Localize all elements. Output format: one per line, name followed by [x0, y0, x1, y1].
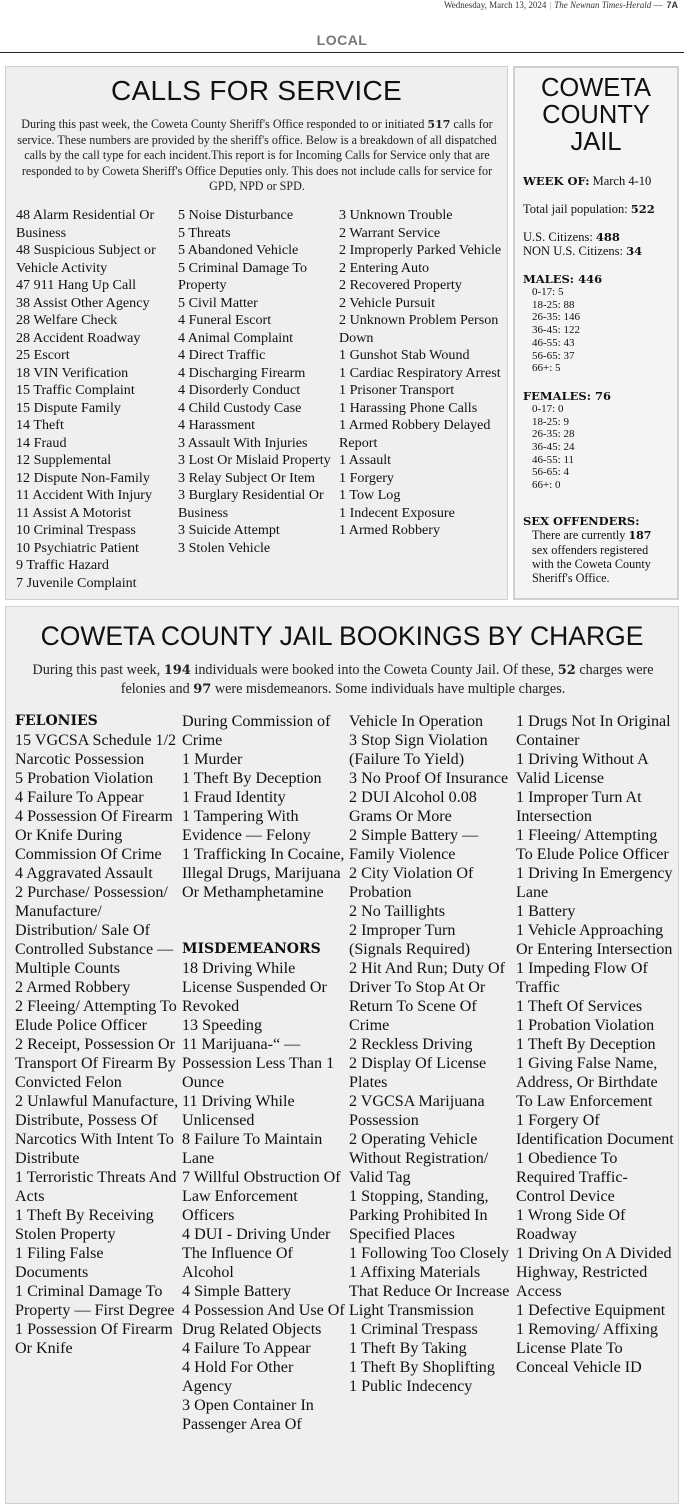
call-type-item: 48 Alarm Residential Or Business	[16, 207, 155, 241]
charge-item: 11 Driving While Unlicensed	[182, 1093, 295, 1129]
charge-item: 2 Receipt, Possession Or Transport Of Firearm By Convicted Felon	[15, 1036, 176, 1091]
calls-for-service-box	[5, 66, 508, 600]
charge-item: 1 Fleeing/ Attempting To Elude Police Officer	[516, 827, 669, 863]
charge-item: 4 Simple Battery	[182, 1283, 292, 1300]
bookings-column-3	[349, 712, 511, 1396]
age-group-item: 0-17: 5	[532, 286, 564, 298]
charge-item: 4 Aggravated Assault	[15, 865, 153, 882]
call-type-item: 1 Gunshot Stab Wound	[339, 347, 470, 363]
calls-intro-text-1: During this past week, the Coweta County Sheriff's Office responded to or initiated	[21, 117, 428, 131]
age-group-item: 56-65: 4	[532, 466, 569, 479]
charge-item: 1 Battery	[516, 903, 576, 920]
sex-offenders-text-1: There are currently	[532, 527, 629, 542]
age-group-item: 36-45: 24	[532, 441, 575, 454]
charge-item: 1 Theft By Receiving Stolen Property	[15, 1207, 154, 1243]
bookings-title: COWETA COUNTY JAIL BOOKINGS BY CHARGE	[40, 621, 644, 651]
issue-date: Wednesday, March 13, 2024	[443, 0, 547, 10]
call-type-item: 1 Tow Log	[339, 487, 401, 503]
bookings-column-1	[15, 712, 179, 1358]
bookings-intro	[20, 661, 666, 699]
week-of-label: WEEK OF:	[523, 174, 590, 188]
age-group-item: 46-55: 11	[532, 453, 575, 466]
booked-count: 194	[163, 663, 191, 678]
call-type-item: 1 Prisoner Transport	[339, 382, 455, 398]
females-age-breakdown	[523, 403, 669, 492]
call-type-item: 1 Armed Robbery Delayed Report	[339, 417, 491, 451]
call-type-item: 10 Psychiatric Patient	[16, 539, 139, 556]
total-population-label: Total jail population:	[523, 202, 631, 216]
charge-item: 1 Vehicle Approaching Or Entering Intersection	[516, 922, 673, 958]
misdemeanors-count: 97	[193, 682, 212, 697]
county-jail-box	[513, 66, 679, 600]
call-type-item: 18 VIN Verification	[16, 364, 129, 381]
age-group-item: 66+: 5	[532, 362, 561, 375]
charge-item: 1 Removing/ Affixing License Plate To Conceal Vehicle ID	[516, 1321, 658, 1376]
charge-item: 1 Theft By Deception	[182, 770, 322, 787]
week-of	[523, 174, 669, 188]
charge-item: 1 Criminal Trespass	[349, 1321, 478, 1338]
page-number: 7A	[666, 0, 678, 10]
call-type-item: 14 Theft	[16, 417, 64, 433]
call-type-item: 3 Assault With Injuries	[178, 434, 308, 451]
calls-column-1	[16, 207, 180, 592]
page-header-meta: Wednesday, March 13, 2024 | The Newnan Times-Herald — 7A	[443, 0, 678, 10]
non-us-citizens	[523, 244, 669, 258]
misdemeanors-list-continued	[349, 712, 511, 1396]
call-type-item: 4 Animal Complaint	[178, 329, 294, 346]
charge-item: 1 Theft By Deception	[516, 1036, 656, 1053]
charge-item: 2 Hit And Run; Duty Of Driver To Stop At Or Return To Scene Of Crime	[349, 960, 506, 1034]
calls-title: CALLS FOR SERVICE	[111, 75, 402, 106]
call-type-item: 5 Abandoned Vehicle	[178, 242, 299, 258]
sex-offenders-text-2: sex offenders registered with the Coweta County Sheriff's Office.	[532, 542, 651, 585]
misdemeanors-list-continued-2	[516, 712, 676, 1377]
bookings-intro-text-2: individuals were booked into the Coweta County Jail. Of these,	[190, 662, 558, 678]
call-type-item: 10 Criminal Trespass	[16, 522, 136, 538]
charge-item: 2 City Violation Of Probation	[349, 865, 474, 901]
misdemeanors-list	[182, 959, 346, 1434]
call-type-item: 11 Accident With Injury	[16, 487, 153, 503]
bookings-intro-text-3: charges were felonies and	[120, 662, 654, 697]
charge-item: 2 No Taillights	[349, 903, 446, 920]
call-type-item: 4 Discharging Firearm	[178, 364, 306, 381]
non-us-citizens-label: NON U.S. Citizens:	[523, 244, 627, 258]
us-citizens	[523, 230, 669, 244]
charge-item: 1 Possession Of Firearm Or Knife	[15, 1321, 173, 1357]
charge-item: 2 Unlawful Manufacture, Distribute, Possess Of Narcotics With Intent To Distribute	[15, 1093, 179, 1167]
section-label: LOCAL	[316, 32, 368, 48]
charge-item: 1 Terroristic Threats And Acts	[15, 1169, 177, 1205]
charge-item: 1 Driving In Emergency Lane	[516, 865, 673, 901]
charge-item: 1 Improper Turn At Intersection	[516, 789, 642, 825]
call-type-item: 2 Recovered Property	[339, 277, 462, 293]
charge-item: 1 Driving On A Divided Highway, Restricted Access	[516, 1245, 672, 1300]
charge-item: 1 Trafficking In Cocaine, Illegal Drugs, Marijuana Or Methamphetamine	[182, 846, 345, 901]
non-us-citizens-value: 34	[626, 244, 643, 258]
charge-item: 5 Probation Violation	[15, 770, 154, 787]
charge-item: 4 Failure To Appear	[15, 789, 144, 806]
charge-item: 1 Murder	[182, 751, 243, 768]
charge-item: 4 Hold For Other Agency	[182, 1359, 294, 1395]
charge-item: 2 Purchase/ Possession/ Manufacture/ Distribution/ Sale Of Controlled Substance — Multiple Counts	[15, 884, 174, 977]
charge-item: 1 Forgery Of Identification Document	[516, 1112, 674, 1148]
males-age-breakdown	[523, 286, 669, 375]
call-type-item: 2 Unknown Problem Person Down	[339, 312, 499, 346]
charge-item: 1 Affixing Materials That Reduce Or Increase Light Transmission	[349, 1264, 510, 1319]
call-type-item: 47 911 Hang Up Call	[16, 277, 137, 293]
call-type-item: 4 Harassment	[178, 417, 256, 433]
charge-item: 1 Filing False Documents	[15, 1245, 104, 1281]
felonies-count: 52	[557, 663, 576, 678]
call-type-item: 2 Vehicle Pursuit	[339, 294, 436, 311]
call-type-item: 1 Forgery	[339, 469, 394, 486]
charge-item: 3 Open Container In Passenger Area Of	[182, 1397, 314, 1433]
jail-title-line-3: JAIL	[570, 128, 622, 156]
charge-item: 3 No Proof Of Insurance	[349, 770, 509, 787]
calls-intro	[12, 117, 502, 195]
charge-item: 2 Display Of License Plates	[349, 1055, 487, 1091]
header-rule	[0, 52, 684, 53]
call-type-item: 5 Criminal Damage To Property	[178, 259, 308, 293]
calls-intro-text-2: calls for service. These numbers are provided by the sheriff's office. Below is a breakdown of all dispatched calls by the call type for each incident.This report is for Incoming Calls for Service only that are responded to by Coweta Sheriff's Office Deputies only. This does not include calls for service for GPD, NPD or SPD.	[17, 117, 497, 194]
call-type-item: 1 Armed Robbery	[339, 522, 440, 538]
charge-item: 2 Improper Turn (Signals Required)	[349, 922, 471, 958]
call-type-item: 7 Juvenile Complaint	[16, 574, 137, 591]
call-type-item: 3 Burglary Residential Or Business	[178, 487, 324, 521]
charge-item: 2 Operating Vehicle Without Registration/ Valid Tag	[349, 1131, 489, 1186]
bookings-intro-text-1: During this past week,	[32, 662, 164, 678]
jail-title-line-2: COUNTY	[542, 101, 650, 129]
charge-item: 13 Speeding	[182, 1017, 263, 1034]
call-type-item: 14 Fraud	[16, 434, 67, 451]
felonies-heading: FELONIES	[15, 713, 98, 729]
call-type-item: 38 Assist Other Agency	[16, 294, 150, 311]
call-type-item: 5 Noise Disturbance	[178, 207, 294, 223]
charge-item: 1 Fraud Identity	[182, 789, 286, 806]
bookings-column-4	[516, 712, 676, 1377]
charge-item: 11 Marijuana-“ — Possession Less Than 1 Ounce	[182, 1036, 335, 1091]
age-group-item: 26-35: 28	[532, 428, 575, 441]
charge-item: 1 Driving Without A Valid License	[516, 751, 648, 787]
charge-item: 1 Stopping, Standing, Parking Prohibited In Specified Places	[349, 1188, 489, 1243]
calls-count: 517	[427, 118, 451, 131]
age-group-item: 18-25: 9	[532, 415, 569, 428]
charge-item: 1 Tampering With Evidence — Felony	[182, 808, 311, 844]
jail-title-line-1: COWETA	[540, 74, 652, 102]
bookings-by-charge-box	[5, 606, 679, 1504]
charge-item: 1 Theft Of Services	[516, 998, 643, 1015]
charge-item: During Commission of Crime	[182, 713, 331, 749]
newspaper-name: The Newnan Times-Herald	[554, 0, 652, 10]
charge-item: 1 Obedience To Required Traffic-Control Device	[516, 1150, 628, 1205]
charge-item: 1 Public Indecency	[349, 1378, 473, 1395]
call-type-item: 15 Traffic Complaint	[16, 382, 135, 398]
calls-column-2	[178, 207, 340, 557]
call-type-item: 12 Supplemental	[16, 452, 112, 468]
age-group-item: 56-65: 37	[532, 349, 575, 362]
charge-item: 4 Failure To Appear	[182, 1340, 311, 1357]
call-type-item: 3 Stolen Vehicle	[178, 539, 271, 556]
charge-item: 1 Giving False Name, Address, Or Birthdate To Law Enforcement	[516, 1055, 658, 1110]
females-label: FEMALES:	[523, 388, 595, 403]
females-heading	[523, 389, 669, 403]
call-type-item: 2 Entering Auto	[339, 259, 430, 276]
call-type-item: 48 Suspicious Subject or Vehicle Activity	[16, 242, 156, 276]
age-group-item: 36-45: 122	[532, 324, 580, 337]
calls-column-3	[339, 207, 505, 540]
sex-offenders-text	[523, 528, 669, 585]
call-type-item: 3 Unknown Trouble	[339, 207, 453, 223]
charge-item: 2 Reckless Driving	[349, 1036, 473, 1053]
charge-item: 18 Driving While License Suspended Or Revoked	[182, 960, 327, 1015]
sex-offenders-count: 187	[628, 528, 652, 542]
age-group-item: 0-17: 0	[532, 402, 564, 415]
charge-item: 1 Drugs Not In Original Container	[516, 713, 671, 749]
us-citizens-value: 488	[595, 230, 620, 244]
charge-item: 1 Criminal Damage To Property — First Degree	[15, 1283, 175, 1319]
felonies-list-continued	[182, 712, 346, 902]
us-citizens-label: U.S. Citizens:	[523, 230, 596, 244]
total-population-value: 522	[630, 202, 655, 216]
charge-item: 4 DUI - Driving Under The Influence Of Alcohol	[182, 1226, 331, 1281]
call-type-item: 1 Harassing Phone Calls	[339, 399, 478, 416]
call-type-item: 1 Assault	[339, 452, 392, 468]
call-type-item: 1 Cardiac Respiratory Arrest	[339, 364, 501, 381]
call-type-item: 2 Improperly Parked Vehicle	[339, 242, 502, 258]
call-type-item: 15 Dispute Family	[16, 399, 121, 416]
sex-offenders-heading: SEX OFFENDERS:	[523, 513, 640, 528]
call-type-item: 3 Lost Or Mislaid Property	[178, 452, 331, 468]
call-type-item: 3 Relay Subject Or Item	[178, 469, 315, 486]
age-group-item: 66+: 0	[532, 479, 561, 492]
charge-item: 4 Possession And Use Of Drug Related Objects	[182, 1302, 345, 1338]
week-of-value: March 4-10	[589, 174, 652, 188]
misdemeanors-heading: MISDEMEANORS	[182, 941, 321, 957]
header-dash: —	[653, 0, 663, 10]
age-group-item: 18-25: 88	[532, 298, 575, 311]
age-group-item: 26-35: 146	[532, 311, 580, 324]
call-type-item: 3 Suicide Attempt	[178, 522, 280, 538]
charge-item: 2 DUI Alcohol 0.08 Grams Or More	[349, 789, 477, 825]
call-type-item: 28 Welfare Check	[16, 312, 118, 328]
charge-item: Vehicle In Operation	[349, 713, 484, 730]
charge-item: 2 Armed Robbery	[15, 979, 131, 996]
males-heading	[523, 272, 669, 286]
column-gap	[182, 902, 346, 940]
call-type-item: 4 Child Custody Case	[178, 399, 302, 416]
call-type-item: 5 Threats	[178, 224, 231, 241]
call-type-item: 5 Civil Matter	[178, 294, 258, 311]
call-type-item: 11 Assist A Motorist	[16, 504, 131, 521]
charge-item: 4 Possession Of Firearm Or Knife During Commission Of Crime	[15, 808, 173, 863]
call-type-item: 2 Warrant Service	[339, 224, 441, 241]
charge-item: 1 Defective Equipment	[516, 1302, 666, 1319]
charge-item: 1 Wrong Side Of Roadway	[516, 1207, 626, 1243]
charge-item: 1 Following Too Closely	[349, 1245, 509, 1262]
charge-item: 15 VGCSA Schedule 1/2 Narcotic Possession	[15, 732, 177, 768]
call-type-item: 9 Traffic Hazard	[16, 557, 109, 573]
call-type-item: 4 Disorderly Conduct	[178, 382, 301, 398]
charge-item: 2 Fleeing/ Attempting To Elude Police Officer	[15, 998, 177, 1034]
charge-item: 1 Theft By Taking	[349, 1340, 467, 1357]
charge-item: 1 Probation Violation	[516, 1017, 655, 1034]
call-type-item: 1 Indecent Exposure	[339, 504, 455, 521]
females-value: 76	[595, 388, 612, 403]
charge-item: 8 Failure To Maintain Lane	[182, 1131, 323, 1167]
males-value: 446	[578, 272, 603, 286]
bookings-column-2	[182, 712, 346, 1434]
charge-item: 2 VGCSA Marijuana Possession	[349, 1093, 485, 1129]
call-type-item: 4 Direct Traffic	[178, 347, 266, 363]
charge-item: 1 Theft By Shoplifting	[349, 1359, 495, 1376]
call-type-item: 28 Accident Roadway	[16, 329, 141, 346]
males-label: MALES:	[523, 272, 579, 286]
felonies-list	[15, 731, 179, 1358]
charge-item: 1 Impeding Flow Of Traffic	[516, 960, 648, 996]
total-population	[523, 202, 669, 216]
charge-item: 3 Stop Sign Violation (Failure To Yield)	[349, 732, 488, 768]
charge-item: 2 Simple Battery — Family Violence	[349, 827, 479, 863]
call-type-item: 25 Escort	[16, 347, 70, 363]
bookings-intro-text-4: were misdemeanors. Some individuals have multiple charges.	[211, 681, 566, 697]
call-type-item: 4 Funeral Escort	[178, 312, 272, 328]
jail-title	[523, 75, 669, 156]
charge-item: 7 Willful Obstruction Of Law Enforcement Officers	[182, 1169, 341, 1224]
call-type-item: 12 Dispute Non-Family	[16, 469, 150, 486]
age-group-item: 46-55: 43	[532, 336, 575, 349]
